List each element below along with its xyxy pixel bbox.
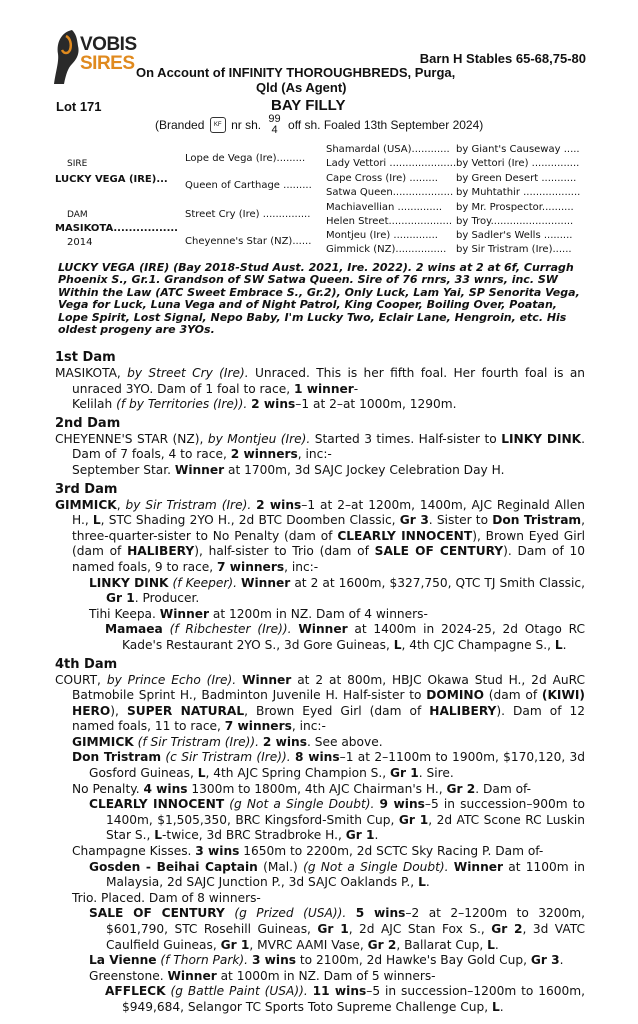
text-run: Gosden - Beihai Captain bbox=[89, 859, 258, 874]
text-run: L bbox=[197, 766, 206, 781]
progeny-entry bbox=[105, 984, 585, 1015]
text-run: at 1200m in NZ. Dam of 4 winners- bbox=[212, 606, 428, 621]
text-run: –1 at 2–1100m to 1900m, $170,120, 3d Gosford Guineas, bbox=[89, 750, 586, 781]
text-run: at 2 at 1600m, $327,750, QTC TJ Smith Classic, bbox=[294, 575, 585, 590]
text-run: -twice, 3d BRC Stradbroke H., bbox=[162, 828, 342, 843]
vobis-sires-logo bbox=[52, 28, 142, 86]
dam-entry bbox=[55, 432, 585, 463]
gen3-name: Cape Cross (Ire) ......... bbox=[326, 173, 438, 184]
text-run: . bbox=[562, 637, 567, 652]
text-run: L bbox=[492, 999, 500, 1014]
progeny-entry bbox=[89, 797, 585, 844]
text-run: Gr 2 bbox=[491, 922, 523, 936]
text-run: , STC Shading 2YO H., 2d BTC Doomben Classic, bbox=[100, 513, 396, 528]
text-run: at 1700m, 3d SAJC Jockey Celebration Day H. bbox=[228, 462, 505, 477]
gen3-sire: by Troy.......................... bbox=[456, 216, 574, 227]
sire-name: LUCKY VEGA (IRE)... bbox=[55, 174, 168, 185]
gen3-sire: by Muhtathir .................. bbox=[456, 187, 581, 198]
text-run: at 2 at 800m, HBJC Okawa Stud H., 2d AuRC Batmobile Sprint H., Badminton Juvenile H. Half-sister to bbox=[72, 672, 585, 703]
text-run: Gr 3 bbox=[399, 513, 429, 528]
text-run: L bbox=[92, 513, 101, 528]
text-run: . Producer. bbox=[134, 591, 200, 606]
text-run: (Mal.) bbox=[263, 859, 298, 874]
text-run: ), bbox=[110, 703, 119, 718]
text-run: –1 at 2–at 1000m, 1290m. bbox=[295, 397, 457, 412]
text-run: L bbox=[418, 875, 426, 890]
progeny-entry bbox=[72, 735, 585, 751]
text-run: SUPER NATURAL bbox=[126, 703, 245, 718]
dam-dam: Cheyenne's Star (NZ)...... bbox=[185, 236, 312, 247]
text-run: Winner bbox=[242, 672, 292, 687]
text-run: ). Dam of 12 named foals, 11 to race, bbox=[72, 703, 586, 734]
progeny-entry bbox=[72, 891, 585, 907]
text-run: (g Battle Paint (USA)). bbox=[170, 984, 308, 999]
gen3-name: Helen Street.................... bbox=[326, 216, 453, 227]
text-run: LINKY DINK bbox=[501, 431, 582, 446]
text-run: CLEARLY INNOCENT bbox=[337, 528, 473, 543]
text-run: 9 wins bbox=[379, 797, 425, 812]
brand-num-bottom: 4 bbox=[271, 124, 278, 136]
text-run: HALIBERY bbox=[127, 544, 195, 559]
dam-label: DAM bbox=[67, 210, 88, 220]
text-run: Gr 3 bbox=[530, 953, 560, 968]
text-run: (f Keeper). bbox=[172, 575, 238, 590]
text-run: L bbox=[393, 637, 402, 652]
text-run: GIMMICK bbox=[55, 497, 117, 512]
progeny-entry bbox=[89, 969, 585, 985]
dam-heading-3: 3rd Dam bbox=[55, 481, 118, 497]
text-run: –1 at 2–at 1200m, 1400m, AJC Reginald Allen H., bbox=[72, 497, 586, 528]
text-run: SALE OF CENTURY bbox=[374, 544, 504, 559]
gen3-name: Montjeu (Ire) .............. bbox=[326, 230, 438, 241]
progeny-entry bbox=[89, 576, 585, 607]
gen3-sire: by Vettori (Ire) ............... bbox=[456, 158, 580, 169]
text-run: Gr 1 bbox=[398, 812, 429, 827]
brand-nr: nr sh. bbox=[231, 118, 262, 132]
text-run: to 2100m, 2d Hawke's Bay Gold Cup, bbox=[299, 953, 527, 968]
progeny-entry bbox=[89, 906, 585, 953]
gen3-name: Lady Vettori ..................... bbox=[326, 158, 457, 169]
text-run: MASIKOTA, bbox=[55, 366, 121, 380]
pedigree-table bbox=[55, 144, 585, 260]
text-run: by Sir Tristram (Ire). bbox=[125, 497, 252, 512]
text-run: AFFLECK bbox=[105, 984, 166, 999]
vendor-account bbox=[136, 65, 455, 95]
sire-dam: Queen of Carthage ......... bbox=[185, 180, 312, 191]
text-run: DOMINO bbox=[426, 688, 484, 703]
text-run: 8 wins bbox=[295, 750, 340, 765]
text-run: COURT, bbox=[55, 672, 101, 687]
text-run: , 4th CJC Champagne S., bbox=[401, 637, 551, 652]
text-run: Gr 2 bbox=[367, 937, 397, 952]
dam-entry bbox=[55, 366, 585, 397]
text-run: 4 wins bbox=[143, 781, 188, 796]
text-run: Started 3 times. Half-sister to bbox=[314, 431, 497, 446]
text-run: , Brown Eyed Girl (dam of bbox=[244, 703, 422, 718]
sire-summary: LUCKY VEGA (IRE) (Bay 2018-Stud Aust. 2021, Ire. 2022). 2 wins at 2 at 6f, Curragh Phoenix S., Gr.1. Grandson of SW Satwa Queen. Sire of 76 rnrs, 33 wnrs, inc. SW Within the Law (ATC Sweet Embrace S., Gr.2), Only Luck, Lam Yai, SP Senorita Vega, Vega for Luck, Luna Vega and of Night Patrol, King Cooper, Boiling Over, Poatan, Lope Spirit, Lost Signal, Nepo Baby, I'm Lucky Two, Eclair Lane, Hengroin, etc. His oldest progeny are 3YOs. bbox=[58, 261, 580, 337]
progeny-entry bbox=[72, 750, 585, 781]
gen3-sire: by Green Desert ........... bbox=[456, 173, 577, 184]
text-run: 2 wins bbox=[251, 397, 296, 412]
progeny-entry bbox=[72, 782, 585, 798]
sire-label: SIRE bbox=[67, 159, 88, 169]
text-run: ), half-sister to Trio (dam of bbox=[194, 544, 369, 559]
progeny-entry bbox=[72, 397, 585, 413]
text-run: . Sister to bbox=[428, 513, 489, 528]
text-run: . Sire. bbox=[418, 766, 454, 781]
text-run: . bbox=[425, 875, 430, 890]
text-run: . bbox=[494, 937, 499, 952]
text-run: , 2d AJC Stan Fox S., bbox=[348, 922, 485, 936]
progeny-entry bbox=[105, 622, 585, 653]
text-run: , inc:- bbox=[297, 447, 332, 462]
text-run: , bbox=[116, 497, 121, 512]
text-run: Gr 2 bbox=[446, 781, 476, 796]
text-run: Mamaea bbox=[105, 622, 163, 637]
catalogue-body bbox=[55, 347, 585, 1016]
gen3-sire: by Sadler's Wells ......... bbox=[456, 230, 573, 241]
text-run: at 1000m in NZ. Dam of 5 winners- bbox=[220, 968, 436, 983]
text-run: No Penalty. bbox=[72, 781, 140, 796]
text-run: 1 winner bbox=[293, 381, 354, 396]
text-run: Don Tristram bbox=[72, 750, 162, 765]
text-run: Don Tristram bbox=[492, 513, 582, 528]
sire-sire: Lope de Vega (Ire)......... bbox=[185, 153, 306, 164]
text-run: , 3d VATC Caulfield Guineas, bbox=[106, 922, 585, 952]
text-run: 7 winners bbox=[217, 559, 285, 574]
text-run: Winner bbox=[241, 575, 291, 590]
text-run: –5 in succession–900m to 1400m, $1,505,350, BRC Kingsford-Smith Cup, bbox=[106, 797, 586, 827]
text-run: , inc:- bbox=[284, 559, 319, 574]
dam-entry bbox=[55, 498, 585, 576]
text-run: 7 winners bbox=[224, 719, 292, 734]
text-run: 2 wins bbox=[262, 734, 307, 749]
text-run: . See above. bbox=[306, 734, 383, 749]
text-run: 1300m to 1800m, 4th AJC Chairman's H., bbox=[191, 781, 443, 796]
text-run: by Prince Echo (Ire). bbox=[106, 672, 237, 687]
text-run: Tihi Keepa. bbox=[89, 606, 156, 621]
text-run: 3 wins bbox=[195, 844, 240, 859]
text-run: Kelilah bbox=[72, 397, 113, 412]
dam-heading-2: 2nd Dam bbox=[55, 415, 121, 431]
text-run: (g Prized (USA)). bbox=[234, 906, 347, 921]
text-run: 11 wins bbox=[312, 984, 367, 999]
text-run: Gr 1 bbox=[220, 937, 250, 952]
text-run: SALE OF CENTURY bbox=[89, 906, 225, 921]
gen3-sire: by Giant's Causeway ..... bbox=[456, 144, 580, 155]
brand-mark-icon: KF bbox=[210, 117, 226, 133]
brand-pre: (Branded bbox=[155, 118, 205, 132]
lot-number: Lot 171 bbox=[56, 99, 102, 114]
dam-entry bbox=[55, 673, 585, 735]
gen3-name: Gimmick (NZ)................ bbox=[326, 244, 447, 255]
logo-text-sires: SIRES bbox=[80, 53, 135, 74]
text-run: Winner bbox=[167, 968, 217, 983]
text-run: Trio. Placed. Dam of 8 winners- bbox=[72, 890, 261, 905]
text-run: Gr 1 bbox=[390, 766, 419, 781]
text-run: . bbox=[374, 828, 379, 843]
text-run: by Montjeu (Ire). bbox=[207, 431, 311, 446]
gen3-name: Shamardal (USA)............ bbox=[326, 144, 450, 155]
text-run: La Vienne bbox=[89, 953, 157, 968]
brand-post: off sh. Foaled 13th September 2024) bbox=[288, 118, 484, 132]
text-run: Winner bbox=[159, 606, 210, 621]
text-run: 2 winners bbox=[230, 447, 298, 462]
text-run: Winner bbox=[298, 622, 348, 637]
text-run: 3 wins bbox=[251, 953, 297, 968]
progeny-entry bbox=[72, 463, 585, 479]
text-run: September Star. bbox=[72, 462, 171, 477]
text-run: LINKY DINK bbox=[89, 575, 169, 590]
text-run: at 1100m in Malaysia, 2d SAJC Junction P., 3d SAJC Oaklands P., bbox=[106, 859, 586, 890]
text-run: by Street Cry (Ire). bbox=[127, 366, 249, 380]
gen3-name: Machiavellian .............. bbox=[326, 202, 443, 213]
text-run: . bbox=[499, 999, 504, 1014]
text-run: 5 wins bbox=[355, 906, 406, 921]
text-run: 1650m to 2200m, 2d SCTC Sky Racing P. Dam of- bbox=[243, 844, 544, 859]
text-run: –5 in succession–1200m to 1600m, $949,684, Selangor TC Sports Toto Supreme Challenge Cup, bbox=[122, 984, 586, 1014]
text-run: Gr 1 bbox=[106, 591, 135, 606]
text-run: (c Sir Tristram (Ire)). bbox=[165, 750, 291, 765]
text-run: . bbox=[559, 953, 564, 968]
text-run: , Ballarat Cup, bbox=[396, 937, 484, 952]
text-run: . Dam of 7 foals, 4 to race, bbox=[72, 431, 586, 462]
brand-num-top: 99 bbox=[268, 113, 281, 125]
text-run: L bbox=[154, 828, 163, 843]
brand-number bbox=[268, 114, 280, 136]
text-run: (f Sir Tristram (Ire)). bbox=[137, 734, 260, 749]
text-run: (g Not a Single Doubt). bbox=[303, 859, 449, 874]
logo-text-vobis: VOBIS bbox=[80, 34, 137, 55]
progeny-entry bbox=[89, 607, 585, 623]
progeny-entry bbox=[89, 953, 585, 969]
vendor-line-1: On Account of INFINITY THOROUGHBREDS, Purga, bbox=[136, 65, 456, 80]
text-run: (g Not a Single Doubt). bbox=[229, 797, 375, 812]
text-run: –2 at 2–1200m to 3200m, $601,790, STC Rosehill Guineas, bbox=[106, 906, 586, 936]
text-run: Greenstone. bbox=[89, 968, 164, 983]
gen3-name: Satwa Queen................... bbox=[326, 187, 454, 198]
text-run: , inc:- bbox=[291, 719, 326, 734]
text-run: Winner bbox=[174, 462, 225, 477]
text-run: CHEYENNE'S STAR (NZ), bbox=[55, 431, 204, 446]
text-run: HALIBERY bbox=[429, 703, 497, 718]
gen3-sire: by Sir Tristram (Ire)...... bbox=[456, 244, 572, 255]
dam-heading-1: 1st Dam bbox=[55, 350, 116, 365]
text-run: , MVRC AAMI Vase, bbox=[249, 937, 364, 952]
text-run: , 4th AJC Spring Champion S., bbox=[205, 766, 387, 781]
progeny-entry bbox=[72, 844, 585, 860]
gen3-sire: by Mr. Prospector.......... bbox=[456, 202, 574, 213]
text-run: at 1400m in 2024-25, 2d Otago RC Kade's Restaurant 2YO S., 3d Gore Guineas, bbox=[122, 622, 585, 652]
text-run: Unraced. This is her fifth foal. Her fourth foal is an unraced 3YO. Dam of 1 foal to race, bbox=[72, 366, 586, 396]
progeny-entry bbox=[89, 860, 585, 891]
dam-heading-4: 4th Dam bbox=[55, 656, 118, 672]
text-run: L bbox=[487, 937, 495, 952]
text-run: Winner bbox=[453, 859, 504, 874]
brand-info bbox=[155, 114, 483, 136]
text-run: 2 wins bbox=[256, 497, 302, 512]
text-run: L bbox=[554, 637, 563, 652]
text-run: Champagne Kisses. bbox=[72, 844, 192, 859]
text-run: Gr 1 bbox=[345, 828, 375, 843]
text-run: CLEARLY INNOCENT bbox=[89, 797, 225, 812]
text-run: - bbox=[353, 381, 359, 396]
text-run: ), Brown Eyed Girl (dam of bbox=[72, 528, 585, 559]
text-run: , three-quarter-sister to No Penalty (dam of bbox=[72, 513, 585, 543]
dam-year: 2014 bbox=[67, 237, 93, 248]
text-run: (f Ribchester (Ire)). bbox=[169, 622, 292, 637]
text-run: (KIWI) HERO bbox=[72, 688, 585, 718]
text-run: GIMMICK bbox=[72, 734, 134, 749]
vendor-line-2: Qld (As Agent) bbox=[256, 80, 347, 95]
text-run: , 2d ATC Scone RC Luskin Star S., bbox=[106, 812, 585, 843]
text-run: . Dam of- bbox=[475, 781, 532, 796]
text-run: (f by Territories (Ire)). bbox=[116, 397, 248, 412]
text-run: Gr 1 bbox=[317, 922, 349, 936]
lot-title: BAY FILLY bbox=[271, 97, 346, 114]
dam-sire: Street Cry (Ire) ............... bbox=[185, 209, 311, 220]
barn-location: Barn H Stables 65-68,75-80 bbox=[419, 51, 586, 66]
dam-name: MASIKOTA................. bbox=[55, 223, 178, 234]
text-run: (dam of bbox=[488, 688, 538, 703]
text-run: (f Thorn Park). bbox=[160, 953, 249, 968]
text-run: ). Dam of 10 named foals, 9 to race, bbox=[72, 544, 586, 574]
